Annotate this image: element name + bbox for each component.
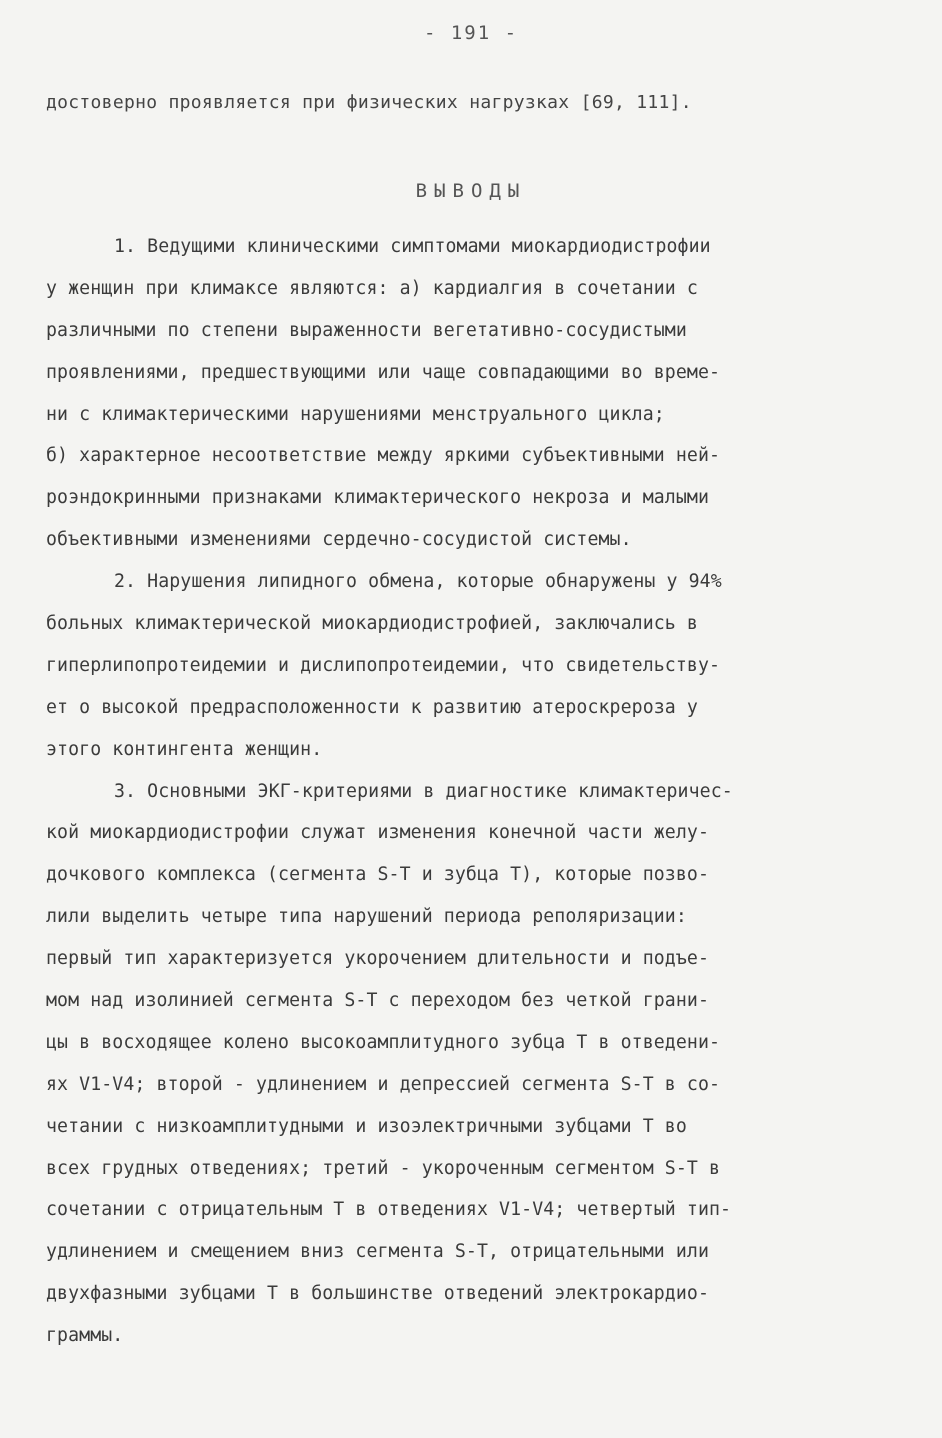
body-line: 3. Основными ЭКГ-критериями в диагностике климактеричес- bbox=[114, 780, 733, 802]
body-line: 1. Ведущими клиническими симптомами миокардиодистрофии bbox=[114, 236, 711, 257]
body-line: лили выделить четыре типа нарушений периода реполяризации: bbox=[46, 906, 687, 928]
body-line: двухфазными зубцами T в большинстве отведений электрокардио- bbox=[46, 1283, 709, 1305]
body-line: 2. Нарушения липидного обмена, которые обнаружены у 94% bbox=[114, 571, 722, 593]
body-line: б) характерное несоответствие между яркими субъективными ней- bbox=[46, 445, 721, 467]
body-line: ет о высокой предрасположенности к развитию атероскрероза у bbox=[46, 696, 698, 718]
body-line: ях V1-V4; второй - удлинением и депрессией сегмента S-T в со- bbox=[46, 1073, 721, 1095]
body-line: кой миокардиодистрофии служат изменения конечной части желу- bbox=[46, 822, 709, 844]
body-line: роэндокринными признаками климактерического некроза и малыми bbox=[46, 487, 709, 509]
body-line: удлинением и смещением вниз сегмента S-T, отрицательными или bbox=[46, 1241, 709, 1263]
body-line: этого контингента женщин. bbox=[46, 738, 323, 760]
body-line: у женщин при климаксе являются: а) кардиалгия в сочетании с bbox=[46, 277, 698, 299]
body-line: различными по степени выраженности вегетативно-сосудистыми bbox=[46, 319, 687, 341]
conclusions-body bbox=[46, 226, 898, 1357]
body-line: первый тип характеризуется укорочением длительности и подъе- bbox=[46, 948, 709, 970]
body-line: всех грудных отведениях; третий - укороченным сегментом S-T в bbox=[46, 1157, 721, 1179]
intro-line: достоверно проявляется при физических нагрузках [69, 111]. bbox=[46, 92, 692, 113]
body-line: дочкового комплекса (сегмента S-T и зубца T), которые позво- bbox=[46, 864, 709, 886]
body-line: объективными изменениями сердечно-сосудистой системы. bbox=[46, 529, 632, 551]
body-line: гиперлипопротеидемии и дислипопротеидемии, что свидетельству- bbox=[46, 654, 721, 676]
body-line: сочетании с отрицательным T в отведениях V1-V4; четвертый тип- bbox=[46, 1199, 732, 1221]
body-line: четании с низкоамплитудными и изоэлектричными зубцами T во bbox=[46, 1115, 687, 1137]
page-number: - 191 - bbox=[423, 22, 519, 44]
body-line: граммы. bbox=[46, 1325, 124, 1347]
body-line: цы в восходящее колено высокоамплитудного зубца T в отведени- bbox=[46, 1031, 721, 1053]
body-line: ни с климактерическими нарушениями менструального цикла; bbox=[46, 403, 665, 425]
body-line: проявлениями, предшествующими или чаще совпадающими во време- bbox=[46, 361, 721, 383]
body-line: больных климактерической миокардиодистрофией, заключались в bbox=[46, 613, 698, 635]
section-heading: ВЫВОДЫ bbox=[415, 180, 527, 202]
body-line: мом над изолинией сегмента S-T с переходом без четкой грани- bbox=[46, 990, 709, 1012]
